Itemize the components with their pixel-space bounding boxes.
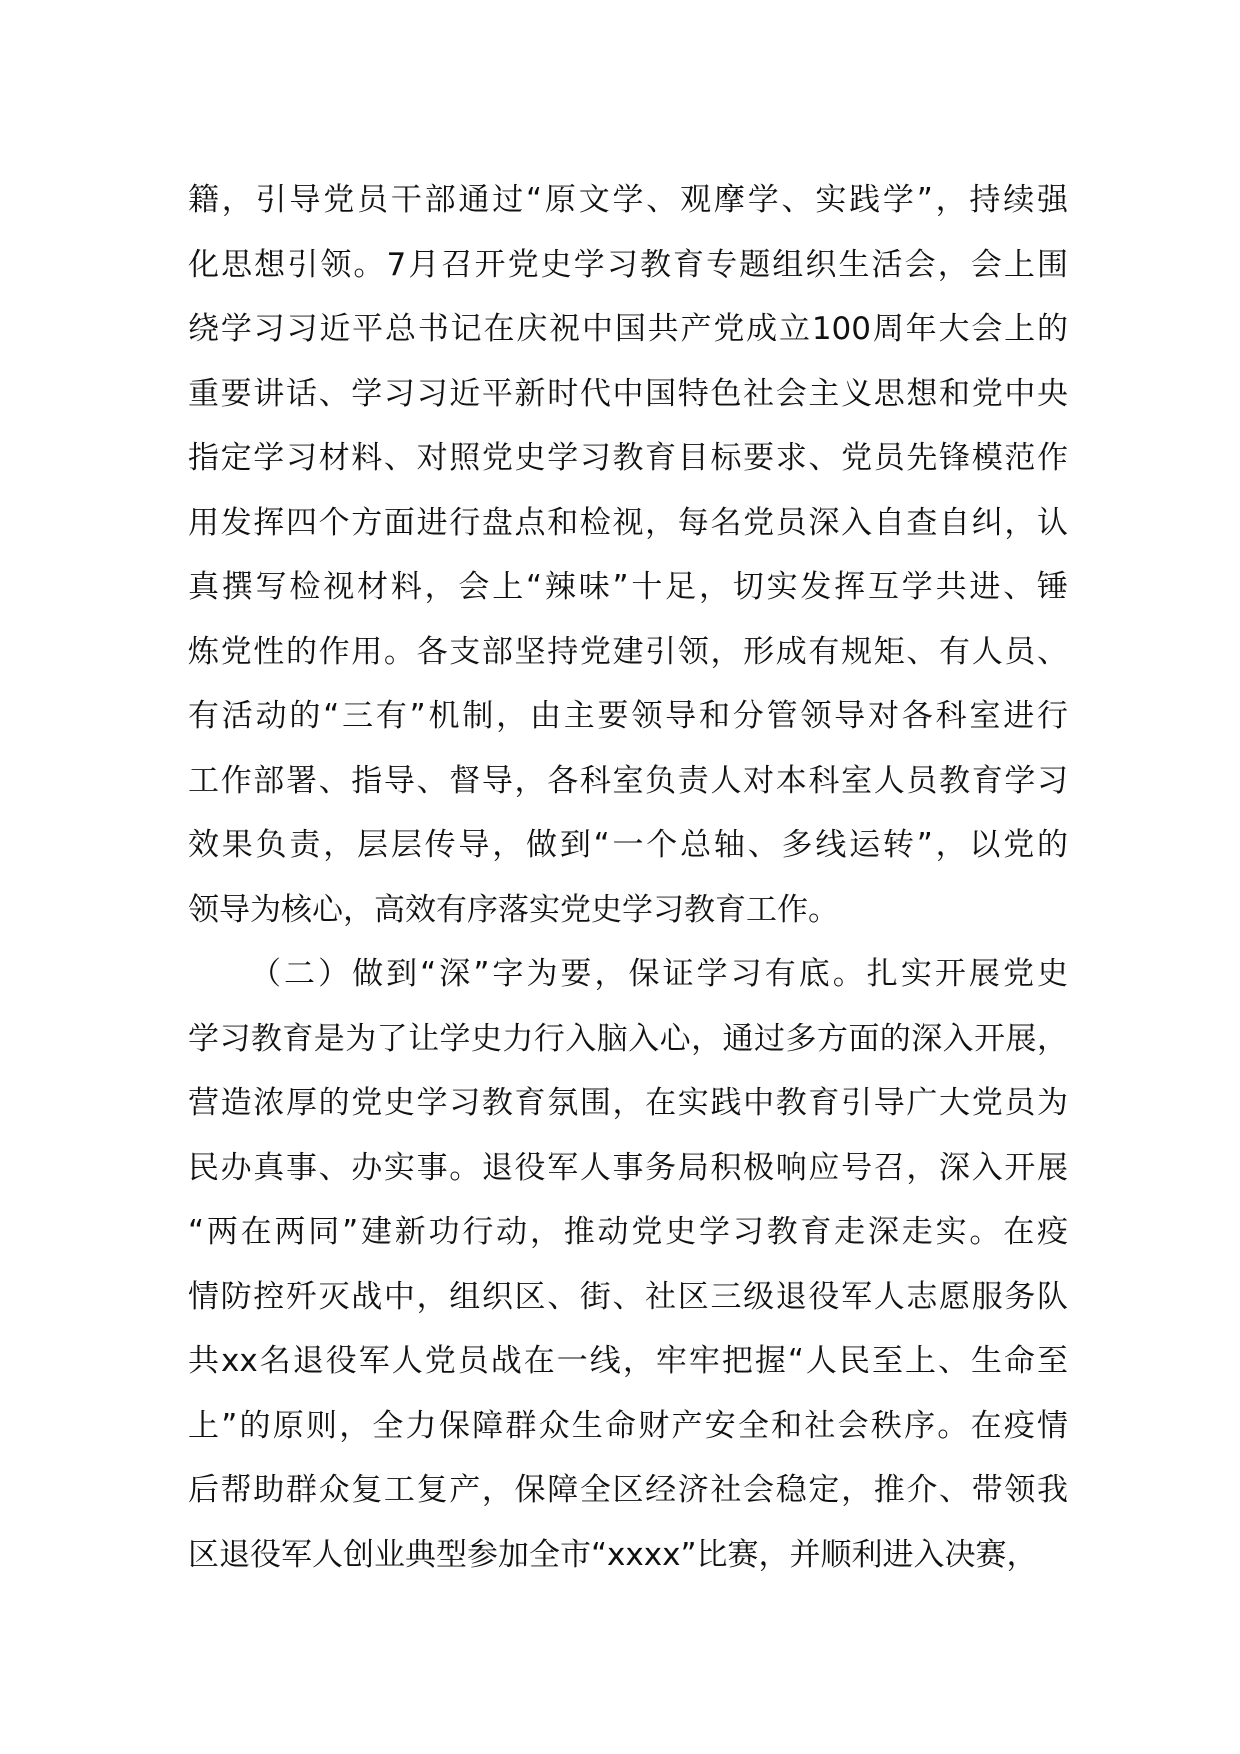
body-text xyxy=(188,168,1068,1587)
text-line-18: 情防控歼灭战中，组织区、街、社区三级退役军人志愿服务队 xyxy=(188,1278,1068,1315)
text-line-21: 后帮助群众复工复产，保障全区经济社会稳定，推介、带领我 xyxy=(188,1472,1068,1508)
text-line-22: 区退役军人创业典型参加全市“xxxx”比赛，并顺利进入决赛， xyxy=(188,1536,1038,1573)
text-line-19: 共xx名退役军人党员战在一线，牢牢把握“人民至上、生命至 xyxy=(188,1343,1068,1379)
text-line-8: 炼党性的作用。各支部坚持党建引领，形成有规矩、有人员、 xyxy=(188,633,1068,670)
section-heading-line: （二）做到“深”字为要，保证学习有底。扎实开展党史 xyxy=(250,956,1068,992)
text-line-11: 效果负责，层层传导，做到“一个总轴、多线运转”，以党的 xyxy=(188,827,1068,863)
text-line-16: 民办真事、办实事。退役军人事务局积极响应号召，深入开展 xyxy=(188,1149,1068,1186)
text-line-20: 上”的原则，全力保障群众生命财产安全和社会秩序。在疫情 xyxy=(188,1407,1068,1444)
text-line-7: 真撰写检视材料，会上“辣味”十足，切实发挥互学共进、锤 xyxy=(188,569,1068,605)
text-line-12: 领导为核心，高效有序落实党史学习教育工作。 xyxy=(188,891,839,928)
text-line-10: 工作部署、指导、督导，各科室负责人对本科室人员教育学习 xyxy=(188,762,1068,799)
text-line-14: 学习教育是为了让学史力行入脑入心，通过多方面的深入开展， xyxy=(188,1020,1068,1057)
text-line-6: 用发挥四个方面进行盘点和检视，每名党员深入自查自纠，认 xyxy=(188,504,1068,541)
text-line-5: 指定学习材料、对照党史学习教育目标要求、党员先锋模范作 xyxy=(188,440,1068,476)
text-line-4: 重要讲话、学习习近平新时代中国特色社会主义思想和党中央 xyxy=(188,375,1068,412)
text-line-15: 营造浓厚的党史学习教育氛围，在实践中教育引导广大党员为 xyxy=(188,1085,1068,1121)
text-line-2: 化思想引领。7月召开党史学习教育专题组织生活会，会上围 xyxy=(188,246,1068,283)
text-line-1: 籍，引导党员干部通过“原文学、观摩学、实践学”，持续强 xyxy=(188,182,1068,218)
text-line-17: “两在两同”建新功行动，推动党史学习教育走深走实。在疫 xyxy=(188,1214,1068,1250)
text-line-9: 有活动的“三有”机制，由主要领导和分管领导对各科室进行 xyxy=(188,698,1068,734)
text-line-3: 绕学习习近平总书记在庆祝中国共产党成立100周年大会上的 xyxy=(188,311,1068,347)
